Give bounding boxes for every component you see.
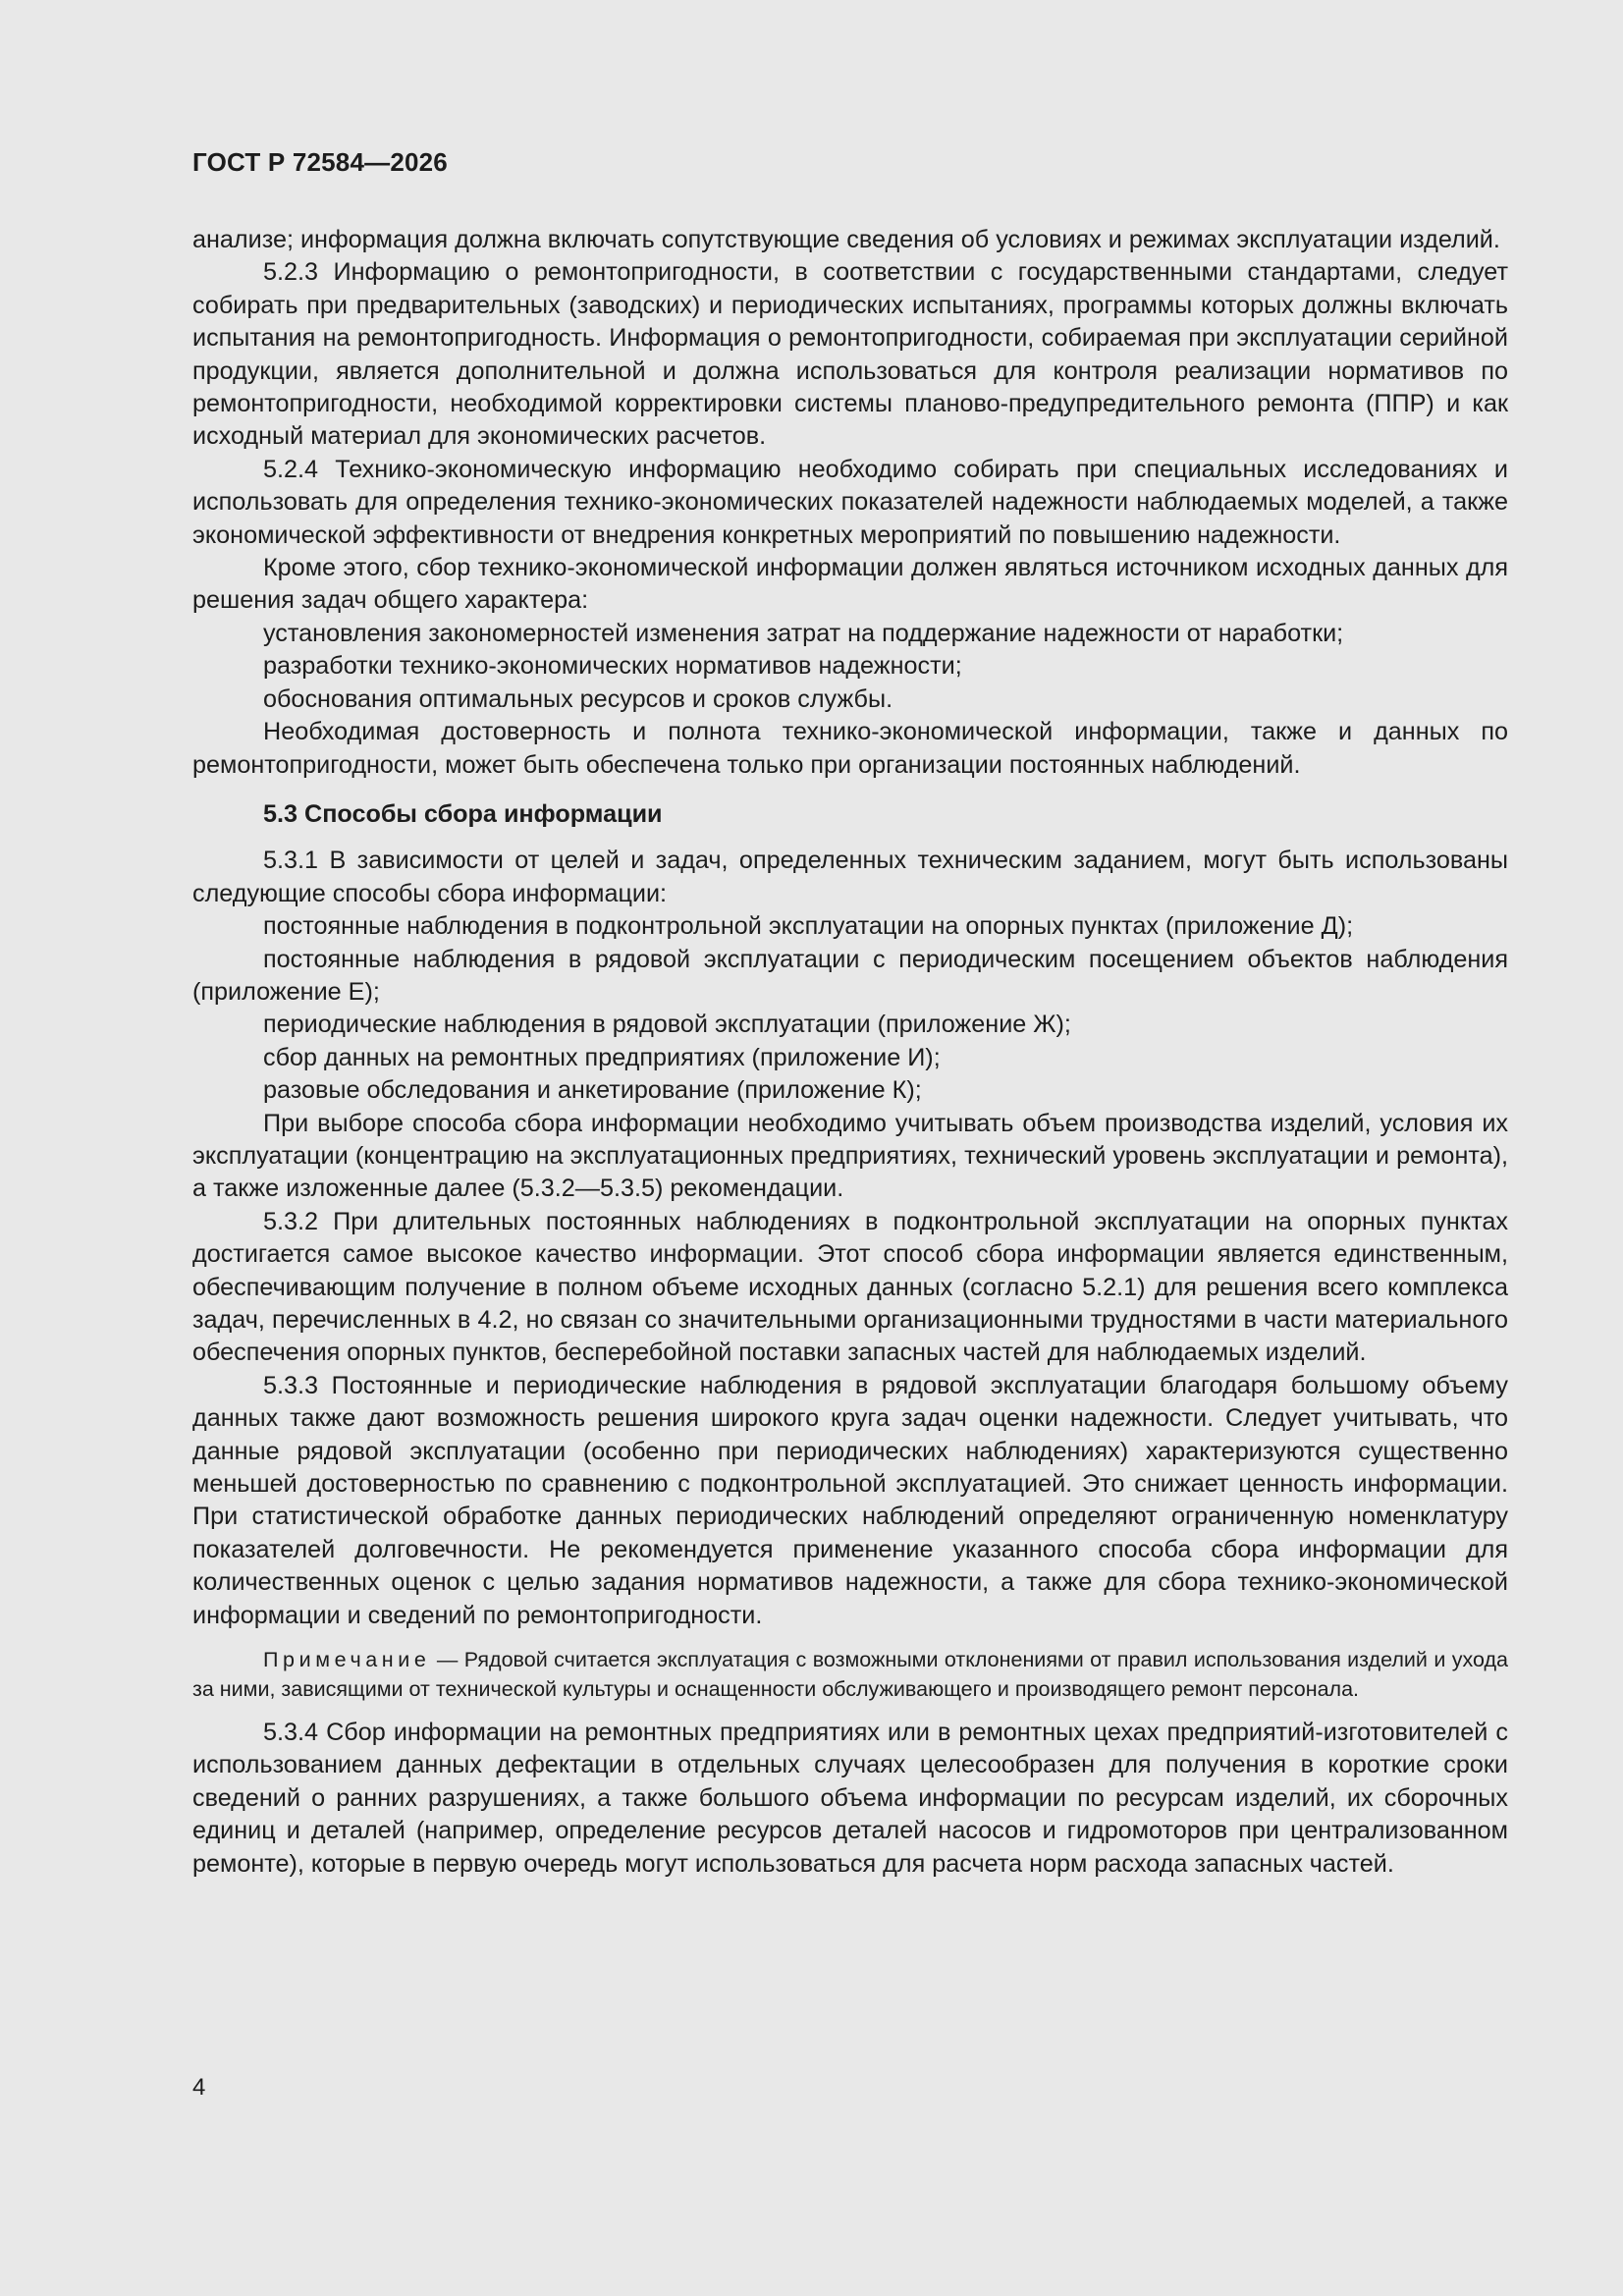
- paragraph: 5.2.4 Технико-экономическую информацию необходимо собирать при специальных исследованиях и использовать для определения технико-экономических показателей надежности наблюдаемых моделей, а также экономической эффективности от внедрения конкретных мероприятий по повышению надежности.: [192, 455, 1508, 549]
- note-label: Примечание: [263, 1648, 431, 1672]
- paragraph: Кроме этого, сбор технико-экономической информации должен являться источником исходных данных для решения задач общего характера:: [192, 554, 1508, 615]
- list-item: периодические наблюдения в рядовой эксплуатации (приложение Ж);: [263, 1011, 1071, 1039]
- list-item: разовые обследования и анкетирование (приложение К);: [263, 1076, 922, 1105]
- list-item: сбор данных на ремонтных предприятиях (приложение И);: [263, 1043, 941, 1071]
- list-item: постоянные наблюдения в рядовой эксплуатации с периодическим посещением объектов наблюдения (приложение Е);: [192, 945, 1508, 1006]
- paragraph: При выборе способа сбора информации необходимо учитывать объем производства изделий, условия их эксплуатации (концентрацию на эксплуатационных предприятиях, технический уровень эксплуатации и ремонта), а также изложенные далее (5.3.2—5.3.5) рекомендации.: [192, 1109, 1508, 1203]
- document-header: ГОСТ Р 72584—2026: [192, 147, 448, 177]
- list-item: установления закономерностей изменения затрат на поддержание надежности от наработки;: [263, 619, 1344, 647]
- list-item: разработки технико-экономических нормативов надежности;: [263, 652, 962, 681]
- paragraph: Необходимая достоверность и полнота технико-экономической информации, также и данных по ремонтопригодности, может быть обеспечена только при организации постоянных наблюдений.: [192, 718, 1508, 779]
- paragraph: 5.2.3 Информацию о ремонтопригодности, в соответствии с государственными стандартами, следует собирать при предварительных (заводских) и периодических испытаниях, программы которых должны включать испытания на ремонтопригодность. Информация о ремонтопригодности, собираемая при эксплуатации серийной продукции, является дополнительной и должна использоваться для контроля реализации нормативов по ремонтопригодности, необходимой корректировки системы планово-предупредительного ремонта (ППР) и как исходный материал для экономических расчетов.: [192, 258, 1508, 451]
- paragraph: 5.3.1 В зависимости от целей и задач, определенных техническим заданием, могут быть использованы следующие способы сбора информации:: [192, 847, 1508, 907]
- paragraph: 5.3.2 При длительных постоянных наблюдениях в подконтрольной эксплуатации на опорных пунктах достигается самое высокое качество информации. Этот способ сбора информации является единственным, обеспечивающим получение в полном объеме исходных данных (согласно 5.2.1) для решения всего комплекса задач, перечисленных в 4.2, но связан со значительными организационными трудностями в части материального обеспечения опорных пунктов, бесперебойной поставки запасных частей для наблюдаемых изделий.: [192, 1207, 1508, 1367]
- list-item: постоянные наблюдения в подконтрольной эксплуатации на опорных пунктах (приложение Д);: [263, 912, 1354, 941]
- page-number: 4: [192, 2074, 206, 2101]
- paragraph: 5.3.3 Постоянные и периодические наблюдения в рядовой эксплуатации благодаря большому объему данных также дают возможность решения широкого круга задач оценки надежности. Следует учитывать, что данные рядовой эксплуатации (особенно при периодических наблюдениях) характеризуются существенно меньшей достоверностью по сравнению с подконтрольной эксплуатацией. Это снижает ценность информации. При статистической обработке данных периодических наблюдений определяют ограниченную номенклатуру показателей долговечности. Не рекомендуется применение указанного способа сбора информации для количественных оценок с целью задания нормативов надежности, а также для сбора технико-экономической информации и сведений по ремонтопригодности.: [192, 1371, 1508, 1629]
- paragraph: анализе; информация должна включать сопутствующие сведения об условиях и режимах эксплуатации изделий.: [192, 226, 1500, 253]
- paragraph: 5.3.4 Сбор информации на ремонтных предприятиях или в ремонтных цехах предприятий-изготовителей с использованием данных дефектации в отдельных случаях целесообразен для получения в короткие сроки сведений о ранних разрушениях, а также большого объема информации по ресурсам изделий, их сборочных единиц и деталей (например, определение ресурсов деталей насосов и гидромоторов при централизованном ремонте), которые в первую очередь могут использоваться для расчета норм расхода запасных частей.: [192, 1719, 1508, 1878]
- list-item: обоснования оптимальных ресурсов и сроков службы.: [263, 684, 893, 713]
- note: [192, 1645, 1508, 1704]
- document-body: [192, 224, 1508, 1881]
- note-text: — Рядовой считается эксплуатация с возможными отклонениями от правил использования изделий и ухода за ними, зависящими от технической культуры и оснащенности обслуживающего и производящего ремонт персонала.: [192, 1648, 1508, 1702]
- section-heading: 5.3 Способы сбора информации: [263, 799, 663, 828]
